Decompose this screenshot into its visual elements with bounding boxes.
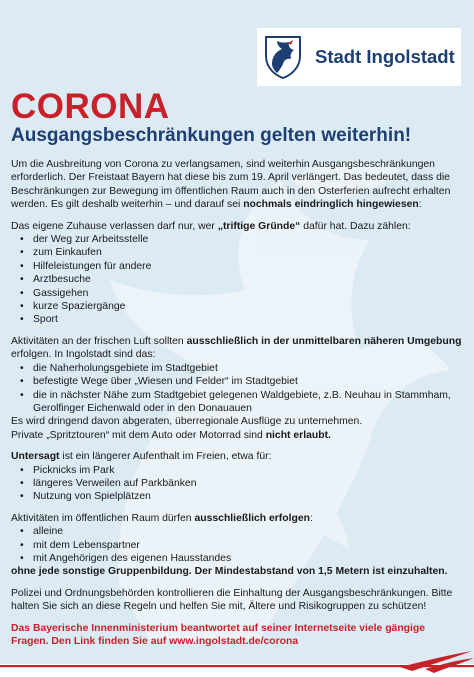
distance-rule: ohne jede sonstige Gruppenbildung. Der Mindestabstand von 1,5 Metern ist einzuhalten. [11, 566, 448, 578]
list-item: • der Weg zur Arbeitsstelle [11, 233, 463, 246]
forbidden-list [11, 464, 463, 504]
outdoor-lead: Aktivitäten an der frischen Luft sollten ausschließlich in der unmittelbaren näheren Umgebung erfolgen. In Ingolstadt sind das: [11, 335, 462, 361]
reasons-section [11, 220, 463, 327]
list-item: • befestigte Wege über „Wiesen und Felder“ im Stadtgebiet [11, 375, 463, 388]
page-subtitle: Ausgangsbeschränkungen gelten weiterhin! [11, 125, 412, 146]
list-item: • längeres Verweilen auf Parkbänken [11, 477, 463, 490]
list-item: • alleine [11, 525, 463, 538]
list-item: • kurze Spaziergänge [11, 300, 463, 313]
city-name: Stadt Ingolstadt [315, 46, 455, 67]
list-item: • die in nächster Nähe zum Stadtgebiet gelegenen Waldgebiete, z.B. Neuhau in Stammham, Gerolfinger Eichenwald oder in den Donauauen [11, 389, 463, 416]
list-item: • zum Einkaufen [11, 246, 463, 259]
list-item: • die Naherholungsgebiete im Stadtgebiet [11, 362, 463, 375]
list-item: • Nutzung von Spielplätzen [11, 490, 463, 503]
ingolstadt-coat-of-arms-icon [263, 34, 303, 80]
swoosh-footer-icon [0, 649, 474, 677]
outdoor-ban: Private „Spritztouren“ mit dem Auto oder Motorrad sind nicht erlaubt. [11, 429, 331, 441]
list-item: • Gassigehen [11, 287, 463, 300]
company-list [11, 525, 463, 565]
forbidden-lead: Untersagt ist ein längerer Aufenthalt im Freien, etwa für: [11, 451, 272, 463]
list-item: • mit dem Lebenspartner [11, 539, 463, 552]
list-item: • Hilfeleistungen für andere [11, 260, 463, 273]
faq-link-paragraph: Das Bayerische Innenministerium beantwortet auf seiner Internetseite viele gängige Fragen. Den Link finden Sie auf www.ingolstadt.de/corona [11, 622, 426, 647]
list-item: • mit Angehörigen des eigenen Hausstandes [11, 552, 463, 565]
outdoor-advice: Es wird dringend davon abgeraten, überregionale Ausflüge zu unternehmen. [11, 416, 363, 428]
list-item: • Picknicks im Park [11, 464, 463, 477]
list-item: • Sport [11, 313, 463, 326]
notice-body [11, 158, 463, 648]
forbidden-section [11, 450, 463, 504]
company-section [11, 512, 463, 579]
city-brand [257, 28, 461, 86]
notice-content [11, 88, 463, 656]
outdoor-section [11, 335, 463, 442]
company-lead: Aktivitäten im öffentlichen Raum dürfen ausschließlich erfolgen: [11, 512, 313, 524]
outdoor-list [11, 362, 463, 416]
reasons-lead: Das eigene Zuhause verlassen darf nur, wer „triftige Gründe“ dafür hat. Dazu zählen: [11, 220, 411, 232]
intro-paragraph: Um die Ausbreitung von Corona zu verlangsamen, sind weiterhin Ausgangsbeschränkungen erforderlich. Der Freistaat Bayern hat diese bis zum 19. April verlängert. Das bedeutet, dass die Beschränkungen zur Bewegung im öffentlichen Raum auch in den Osterferien aufrecht erhalten werden. Es gilt deshalb weiterhin – und darauf sei nochmals eindringlich hingewiesen: [11, 159, 451, 211]
page-title: CORONA [11, 87, 170, 126]
list-item: • Arztbesuche [11, 273, 463, 286]
control-paragraph: Polizei und Ordnungsbehörden kontrollieren die Einhaltung der Ausgangsbeschränkungen. Bitte halten Sie sich an diese Regeln und helfen Sie mit, Ältere und Risikogruppen zu schützen! [11, 587, 453, 613]
reasons-list [11, 233, 463, 327]
